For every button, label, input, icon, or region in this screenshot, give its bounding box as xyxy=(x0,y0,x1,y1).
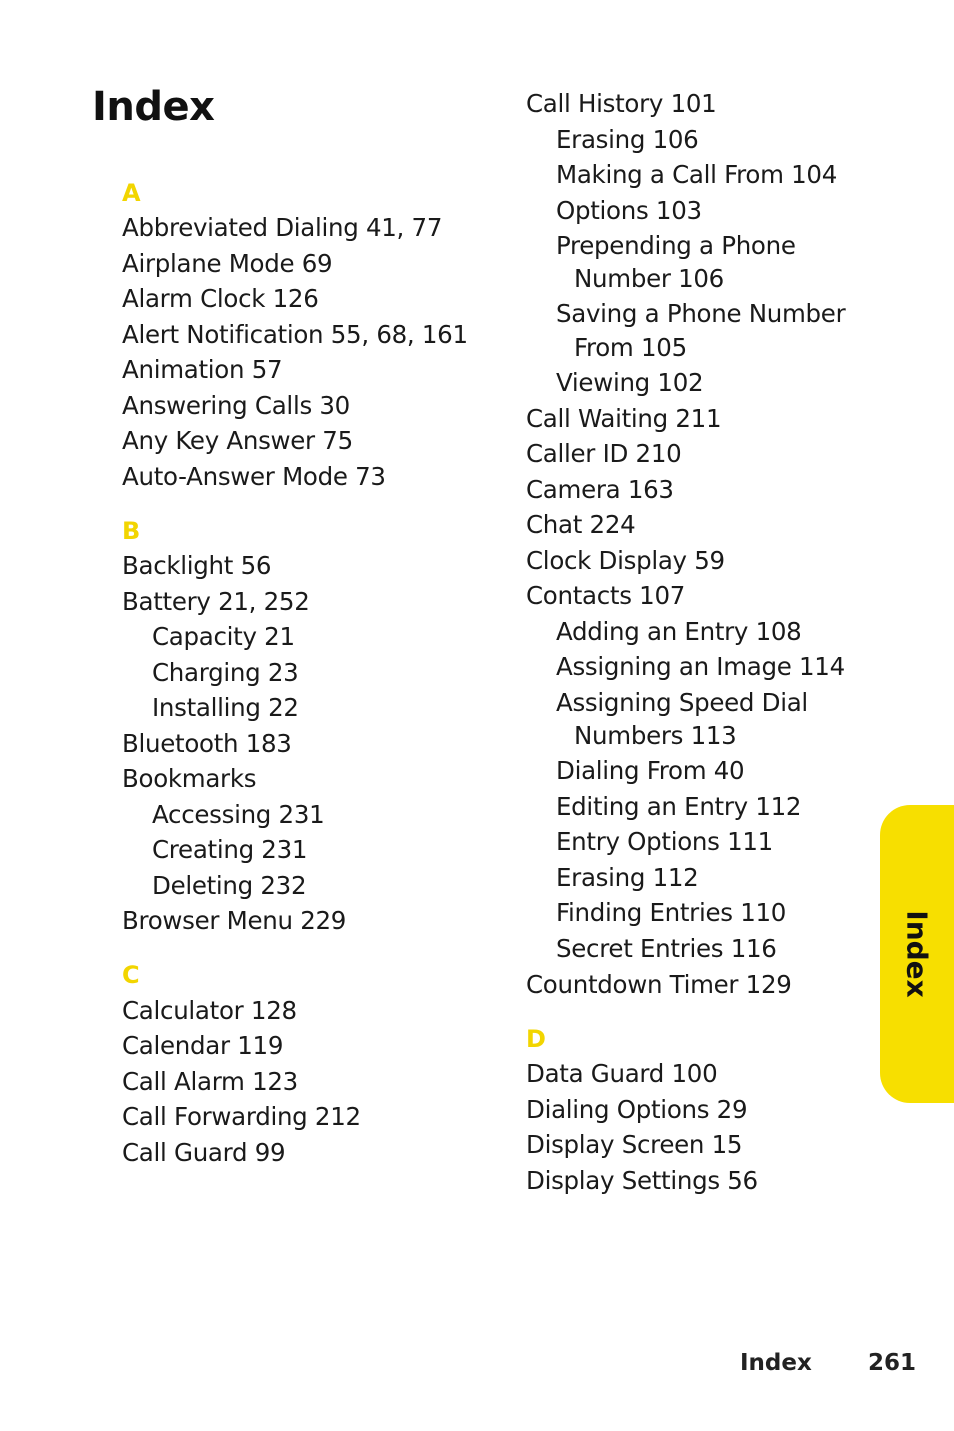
page-number: 261 xyxy=(868,1350,917,1376)
index-entry: Animation 57 xyxy=(122,355,283,384)
index-entry: Finding Entries 110 xyxy=(556,898,787,927)
index-entry: Call Forwarding 212 xyxy=(122,1102,361,1131)
index-entry: Viewing 102 xyxy=(556,368,704,397)
index-entry: Prepending a Phone xyxy=(556,231,796,260)
index-entry: Deleting 232 xyxy=(152,871,307,900)
index-entry: Erasing 112 xyxy=(556,863,699,892)
index-entry: Contacts 107 xyxy=(526,581,686,610)
index-entry: Answering Calls 30 xyxy=(122,391,350,420)
page-title: Index xyxy=(92,84,215,130)
index-entry: Backlight 56 xyxy=(122,551,272,580)
index-entry: Call History 101 xyxy=(526,89,717,118)
index-letter-heading: A xyxy=(122,179,141,207)
index-entry: Assigning an Image 114 xyxy=(556,652,845,681)
index-entry: Capacity 21 xyxy=(152,622,295,651)
index-entry: Charging 23 xyxy=(152,658,299,687)
index-entry: Erasing 106 xyxy=(556,125,699,154)
index-entry: Assigning Speed Dial xyxy=(556,688,808,717)
index-entry: Camera 163 xyxy=(526,475,674,504)
index-entry: Data Guard 100 xyxy=(526,1059,718,1088)
index-entry: Bookmarks xyxy=(122,764,257,793)
index-entry: Installing 22 xyxy=(152,693,299,722)
index-entry: Editing an Entry 112 xyxy=(556,792,802,821)
index-entry: Chat 224 xyxy=(526,510,636,539)
index-entry: Call Alarm 123 xyxy=(122,1067,298,1096)
index-entry: Countdown Timer 129 xyxy=(526,970,792,999)
section-tab-label: Index xyxy=(900,910,934,998)
index-letter-heading: B xyxy=(122,517,140,545)
index-entry: Numbers 113 xyxy=(574,721,737,750)
index-entry: Display Settings 56 xyxy=(526,1166,758,1195)
footer-section-name: Index xyxy=(740,1350,812,1376)
index-entry: Browser Menu 229 xyxy=(122,906,347,935)
index-entry: Alert Notification 55, 68, 161 xyxy=(122,320,468,349)
index-entry: Entry Options 111 xyxy=(556,827,773,856)
index-entry: Abbreviated Dialing 41, 77 xyxy=(122,213,443,242)
section-tab xyxy=(880,805,954,1103)
index-entry: Accessing 231 xyxy=(152,800,325,829)
index-entry: Call Waiting 211 xyxy=(526,404,722,433)
index-entry: Call Guard 99 xyxy=(122,1138,286,1167)
index-entry: Adding an Entry 108 xyxy=(556,617,802,646)
index-entry: Display Screen 15 xyxy=(526,1130,743,1159)
index-entry: Alarm Clock 126 xyxy=(122,284,319,313)
index-entry: Dialing Options 29 xyxy=(526,1095,748,1124)
index-entry: Battery 21, 252 xyxy=(122,587,310,616)
index-entry: Options 103 xyxy=(556,196,702,225)
index-entry: Calculator 128 xyxy=(122,996,297,1025)
index-entry: Airplane Mode 69 xyxy=(122,249,333,278)
index-entry: From 105 xyxy=(574,333,687,362)
index-entry: Clock Display 59 xyxy=(526,546,725,575)
index-entry: Any Key Answer 75 xyxy=(122,426,353,455)
index-entry: Number 106 xyxy=(574,264,724,293)
index-letter-heading: D xyxy=(526,1025,546,1053)
index-entry: Caller ID 210 xyxy=(526,439,682,468)
index-entry: Auto-Answer Mode 73 xyxy=(122,462,386,491)
index-entry: Saving a Phone Number xyxy=(556,299,846,328)
index-letter-heading: C xyxy=(122,961,140,989)
index-entry: Bluetooth 183 xyxy=(122,729,292,758)
index-entry: Making a Call From 104 xyxy=(556,160,837,189)
index-entry: Secret Entries 116 xyxy=(556,934,777,963)
index-entry: Calendar 119 xyxy=(122,1031,284,1060)
index-entry: Creating 231 xyxy=(152,835,308,864)
index-entry: Dialing From 40 xyxy=(556,756,745,785)
